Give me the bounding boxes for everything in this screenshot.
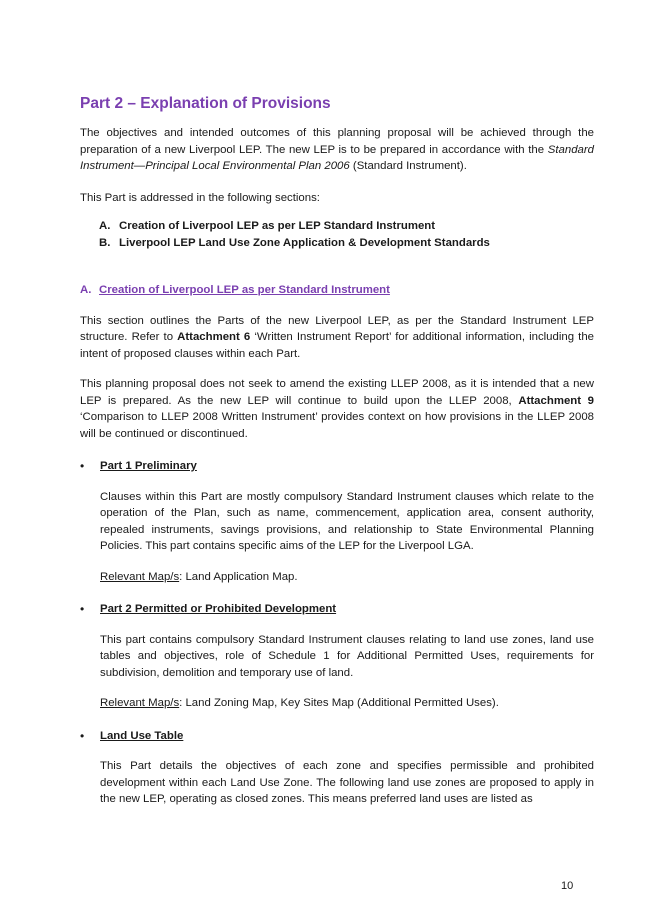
intro-italic-title: Standard Instrument—Principal Local Environmental Plan 2006 bbox=[80, 143, 594, 172]
relevant-maps bbox=[100, 695, 594, 712]
attachment-ref: Attachment 6 bbox=[177, 331, 251, 343]
paragraph-text: This section outlines the Parts of the new Liverpool LEP, as per the Standard Instrument LEP structure. Refer to bbox=[80, 314, 594, 343]
part-body bbox=[100, 758, 594, 808]
part-heading bbox=[80, 728, 594, 745]
subsection-letter: A. bbox=[80, 284, 92, 296]
section-item-b bbox=[99, 235, 594, 252]
intro-text-end: (Standard Instrument). bbox=[349, 160, 467, 172]
subsection-title: Creation of Liverpool LEP as per Standard Instrument bbox=[99, 284, 390, 296]
subsection-heading bbox=[80, 282, 594, 299]
subsection-paragraph-1 bbox=[80, 313, 594, 363]
intro-paragraph-1 bbox=[80, 125, 594, 175]
part-description: Clauses within this Part are mostly compulsory Standard Instrument clauses which relate to the operation of the Plan, such as name, commencement, application area, consent authority, repealed instruments, savings provisions, and relationship to State Environmental Planning Policies. This part contains specific aims of the LEP for the Liverpool LGA. bbox=[100, 490, 594, 552]
intro-paragraph-2: This Part is addressed in the following sections: bbox=[80, 191, 320, 204]
section-item-a bbox=[99, 218, 594, 235]
part-item-2 bbox=[80, 601, 594, 712]
bullet-icon: • bbox=[80, 728, 85, 743]
part-title: Land Use Table bbox=[100, 729, 184, 742]
part-description: This part contains compulsory Standard Instrument clauses relating to land use zones, land use tables and objectives, role of Schedule 1 for Additional Permitted Uses, requirements for subdivision, demolition and temporary use of land. bbox=[100, 633, 594, 679]
subsection-paragraph-2 bbox=[80, 376, 594, 442]
relevant-maps bbox=[100, 569, 594, 586]
bullet-icon: • bbox=[80, 602, 85, 616]
part-description: This Part details the objectives of each zone and specifies permissible and prohibited development within each Land Use Zone. The following land use zones are proposed to apply in the new LEP, operating as closed zones. This means preferred land uses are listed as bbox=[100, 760, 594, 805]
part-item-1 bbox=[80, 458, 594, 585]
part-body bbox=[100, 489, 594, 586]
intro-text: The objectives and intended outcomes of this planning proposal will be achieved through the preparation of a new Liverpool LEP. The new LEP is to be prepared in accordance with the bbox=[80, 127, 594, 156]
page-heading: Part 2 – Explanation of Provisions bbox=[80, 95, 331, 112]
relevant-maps-label: Relevant Map/s bbox=[100, 697, 180, 709]
part-heading bbox=[80, 601, 594, 618]
part-body bbox=[100, 632, 594, 712]
paragraph-text-end: ‘Comparison to LLEP 2008 Written Instrument’ provides context on how provisions in the LLEP 2008 will be continued or discontinued. bbox=[80, 411, 594, 440]
bullet-icon: • bbox=[80, 459, 85, 473]
part-item-3 bbox=[80, 728, 594, 808]
paragraph-text-end: ‘Written Instrument Report’ for additional information, including the intent of proposed clauses within each Part. bbox=[80, 331, 594, 360]
section-letter: B. bbox=[99, 236, 111, 249]
relevant-maps-value: : Land Application Map. bbox=[179, 570, 298, 583]
page-number: 10 bbox=[561, 880, 574, 892]
section-title: Creation of Liverpool LEP as per LEP Standard Instrument bbox=[119, 220, 436, 232]
section-title: Liverpool LEP Land Use Zone Application & Development Standards bbox=[119, 236, 490, 249]
part-heading bbox=[80, 458, 594, 475]
section-letter: A. bbox=[99, 220, 111, 232]
relevant-maps-label: Relevant Map/s bbox=[100, 570, 180, 583]
paragraph-text: This planning proposal does not seek to amend the existing LLEP 2008, as it is intended that a new LEP is prepared. As the new LEP will continue to build upon the LLEP 2008, bbox=[80, 378, 594, 407]
section-list bbox=[80, 218, 594, 251]
page-content bbox=[80, 93, 594, 808]
relevant-maps-value: : Land Zoning Map, Key Sites Map (Additional Permitted Uses). bbox=[179, 697, 499, 709]
part-title: Part 2 Permitted or Prohibited Development bbox=[100, 603, 337, 615]
part-title: Part 1 Preliminary bbox=[100, 460, 197, 472]
attachment-ref: Attachment 9 bbox=[518, 394, 595, 407]
